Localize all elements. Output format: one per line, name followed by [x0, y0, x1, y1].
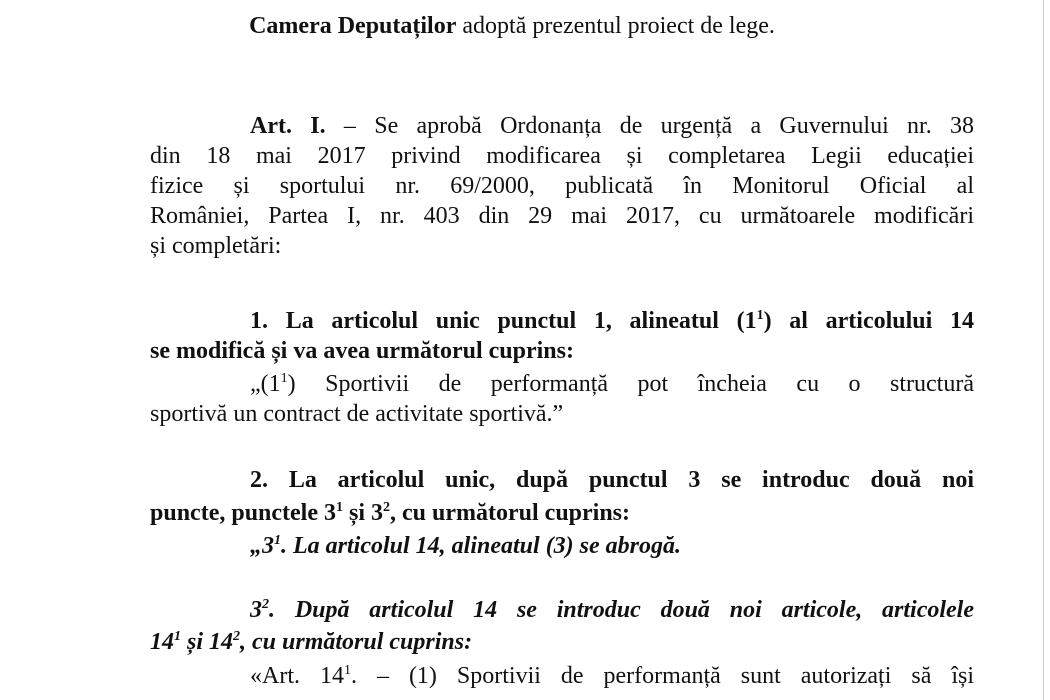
art1-line-4: României, Partea I, nr. 403 din 29 mai 2017, cu următoarele modificări	[150, 203, 974, 229]
point2-sub1-b: . La articolul 14, alineatul (3) se abrogă.	[281, 533, 682, 559]
art141-sup: 1	[343, 663, 351, 678]
point2-sub1	[150, 531, 974, 561]
point32-line2-mid: și 14	[181, 629, 234, 655]
page-edge-divider	[1043, 0, 1044, 700]
point2-sub1-a: „3	[250, 533, 274, 559]
point2-heading2-mid: și 3	[343, 500, 384, 526]
point1-quote-sup: 1	[280, 371, 288, 386]
point1-heading-line-2: se modifică și va avea următorul cuprins:	[150, 338, 574, 364]
point2-heading-text: 2. La articolul unic, după punctul 3 se introduc două noi	[250, 467, 974, 493]
point32-line1-b: . După articolul 14 se introduc două noi articole, articolele	[269, 597, 974, 623]
point32-line2-sup2: 2	[233, 629, 241, 644]
art141-a: «Art. 14	[250, 663, 344, 689]
art1-line-3: fizice și sportului nr. 69/2000, publicată în Monitorul Oficial al	[150, 173, 974, 199]
art1-line1-text: – Se aprobă Ordonanța de urgență a Guvernului nr. 38	[325, 113, 974, 139]
point32-line2-sup1: 1	[174, 629, 181, 644]
point2-sub1-sup: 1	[274, 533, 281, 548]
point32-line-2	[150, 627, 974, 657]
point1-heading-a: 1. La articolul unic punctul 1, alineatul (1	[250, 308, 757, 334]
point1-heading-line-1	[150, 306, 974, 336]
point1-heading-sup: 1	[756, 308, 764, 323]
point1-quote-line-1	[150, 369, 974, 399]
point1-heading-b: ) al articolului 14	[763, 308, 974, 334]
art1-line-1	[150, 111, 974, 141]
point2-heading2-sup1: 1	[336, 500, 343, 515]
art1-line-2: din 18 mai 2017 privind modificarea și completarea Legii educației	[150, 143, 974, 169]
art141-b: . – (1) Sportivii de performanță sunt autorizați să își	[350, 663, 975, 689]
art141-line-1	[150, 661, 974, 691]
point1-quote-a: „(1	[250, 371, 281, 397]
art1-label: Art. I.	[250, 113, 326, 139]
point1-quote-line-2: sportivă un contract de activitate sportivă.”	[150, 401, 564, 427]
point2-heading2-sup2: 2	[383, 500, 391, 515]
point32-line1-sup: 2	[262, 597, 269, 612]
chamber-name: Camera Deputaților	[249, 13, 457, 39]
point32-line-1	[150, 595, 974, 625]
point2-heading-line-2	[150, 498, 974, 528]
point2-heading2-a: puncte, punctele 3	[150, 500, 336, 526]
art1-line-5: și completări:	[150, 233, 282, 259]
adoption-header	[100, 11, 924, 41]
point1-quote-b: ) Sportivii de performanță pot încheia cu o structură	[287, 371, 974, 397]
adoption-text: adoptă prezentul proiect de lege.	[456, 13, 775, 39]
point32-line2-a: 14	[150, 629, 174, 655]
point32-line1-a: 3	[250, 597, 262, 623]
point32-line2-b: , cu următorul cuprins:	[240, 629, 473, 655]
point2-heading2-b: , cu următorul cuprins:	[390, 500, 631, 526]
point2-heading-line-1	[150, 465, 974, 495]
